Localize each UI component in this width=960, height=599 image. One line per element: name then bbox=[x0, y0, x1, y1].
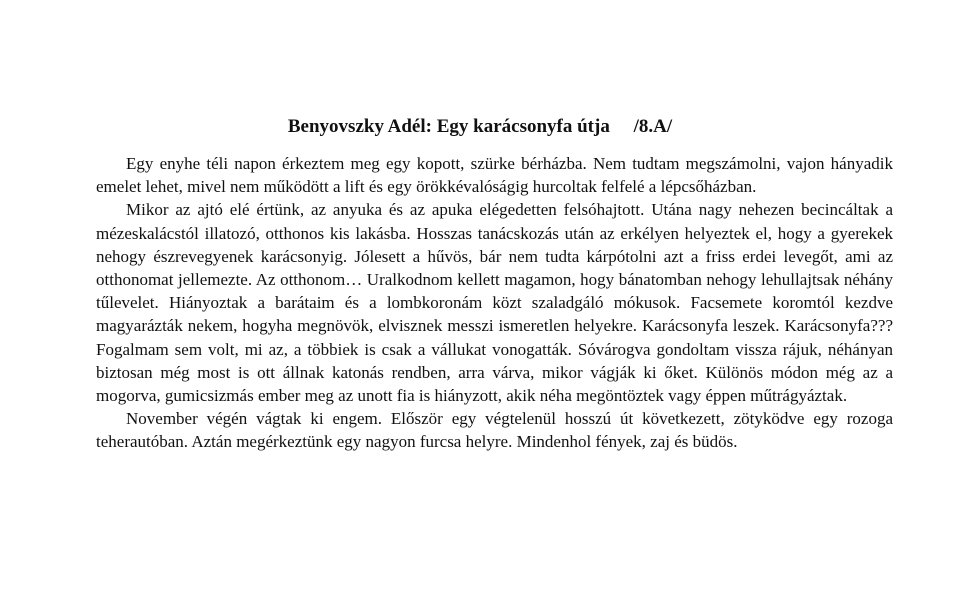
document-body bbox=[96, 152, 893, 454]
paragraph-1: Egy enyhe téli napon érkeztem meg egy kopott, szürke bérházba. Nem tudtam megszámolni, vajon hányadik emelet lehet, mivel nem működött a lift és egy örökkévalóságig hurcoltak felfelé a lépcsőházban. bbox=[96, 154, 893, 197]
paragraph-2: Mikor az ajtó elé értünk, az anyuka és az apuka elégedetten felsóhajtott. Utána nagy nehezen becincáltak a mézeskalácstól illatozó, otthonos kis lakásba. Hosszas tanácskozás után az erkélyen helyeztek el, hogy a gyerekek nehogy észrevegyenek karácsonyig. Jólesett a hűvös, bár nem tudta kárpótolni azt a friss erdei levegőt, ami az otthonomat jellemezte. Az otthonom… Uralkodnom kellett magamon, hogy bánatomban nehogy lehullajtsak néhány tűlevelet. Hiányoztak a barátaim és a lombkoronám közt szaladgáló mókusok. Facsemete koromtól kezdve magyarázták nekem, hogyha megnövök, elvisznek messzi ismeretlen helyekre. Karácsonyfa leszek. Karácsonyfa??? Fogalmam sem volt, mi az, a többiek is csak a vállukat vonogatták. Sóvárogva gondoltam vissza rájuk, néhányan biztosan még most is ott állnak katonás rendben, arra várva, mikor vágják ki őket. Különös módon még az a mogorva, gumicsizmás ember meg az unott fia is hiányzott, akik néha megöntöztek vagy éppen műtrágyáztak. bbox=[96, 200, 893, 406]
document-title: Benyovszky Adél: Egy karácsonyfa útja /8.A/ bbox=[287, 116, 673, 137]
paragraph-3: November végén vágtak ki engem. Először egy végtelenül hosszú út következett, zötyködve egy rozoga teherautóban. Aztán megérkeztünk egy nagyon furcsa helyre. Mindenhol fények, zaj és büdös. bbox=[96, 409, 893, 452]
